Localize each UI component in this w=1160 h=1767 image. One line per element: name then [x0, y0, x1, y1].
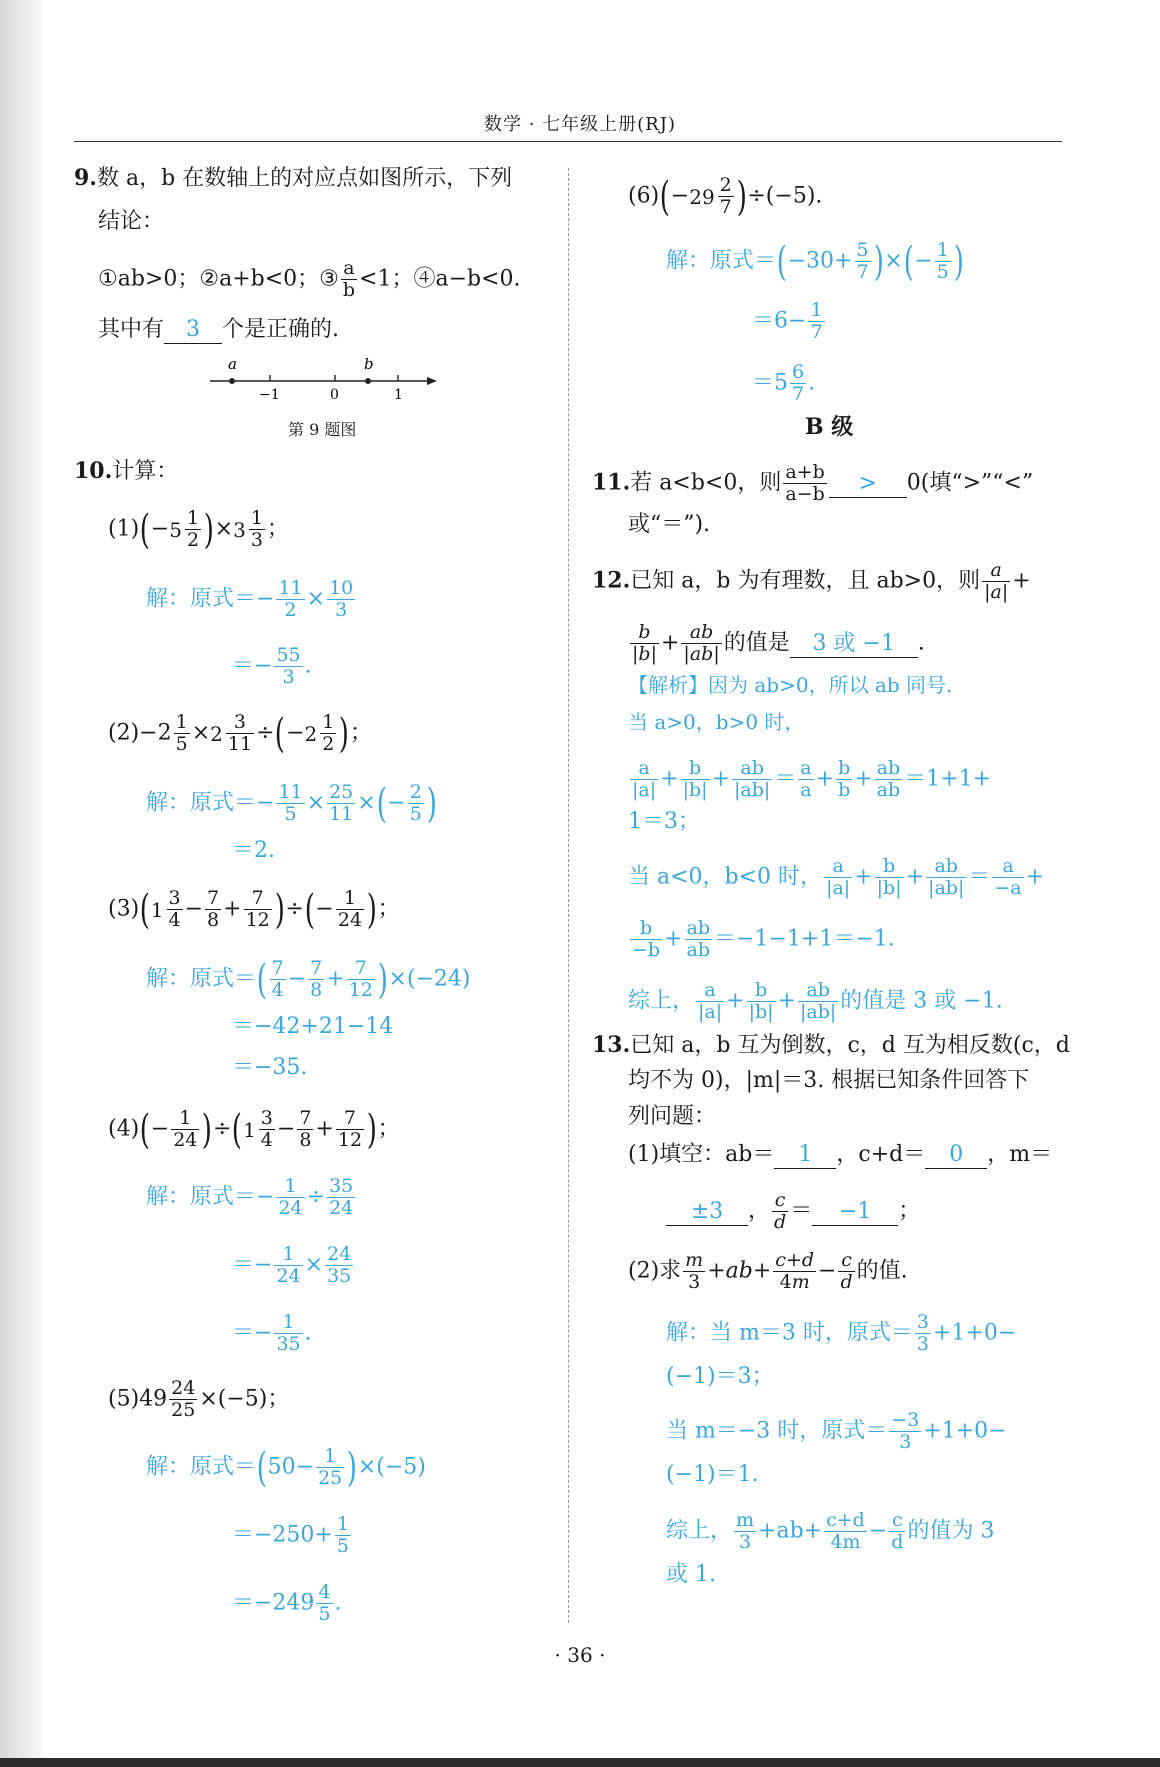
q10-6-problem: (6)(− 29 2 7 )÷(−5). [628, 173, 823, 220]
q13-solution-3: 当 m＝−3 时，原式＝ $\frac{-3}{3}$ +1+0− [666, 1409, 1007, 1453]
q9-conclusions: ①ab>0；②a+b<0；③ $\frac{a}{b}$ <1；④a−b<0. [98, 257, 521, 301]
q12-analysis-2: 当 a>0，b>0 时， [628, 710, 805, 734]
number-line-figure [205, 355, 445, 415]
q10-5-problem: (5)49 $\frac{24}{25}$ ×(−5)； [108, 1377, 290, 1421]
q10-1-problem: (1)(− 5 1 2 )× 3 1 3 ； [108, 506, 289, 553]
page-header: 数学 · 七年级上册(RJ) [484, 114, 676, 135]
figure-caption: 第 9 题图 [288, 420, 357, 439]
q12-line1: 12.已知 a，b 为有理数，且 ab>0，则 $\frac{a}{|a|}$ + [592, 559, 1031, 603]
b-level-heading: B 级 [805, 414, 854, 440]
q12-line2: $\frac{b}{|b|}$ + $\frac{ab}{|ab|}$ 的值是 3 或 −1 . [632, 621, 925, 665]
q12-analysis-1: 【解析】因为 ab>0，所以 ab 同号. [628, 673, 953, 697]
page-number: · 36 · [554, 1643, 606, 1667]
q10-2-solution-1: 解：原式＝− $\frac{11}{5}$ × $\frac{25}{11}$ ×(− $\frac{2}{5}$ ) [146, 780, 437, 827]
q11-line1: 11.若 a<b<0，则 $\frac{a+b}{a-b}$ > 0(填“>”“<” [592, 461, 1034, 505]
fraction: $\frac{a}{b}$ [342, 257, 356, 301]
q13-blank-cd: 0 [925, 1142, 987, 1169]
q12-analysis-7: 综上， $\frac{a}{|a|}$ + $\frac{b}{|b|}$ + $\frac{ab}{|ab|}$ 的值是 3 或 −1. [628, 979, 1003, 1023]
point-b [365, 378, 371, 384]
q10-3-solution-2: ＝−42+21−14 [232, 1014, 394, 1039]
column-divider [568, 168, 569, 1623]
q13-part1-line2: ±3 ， $\frac{c}{d}$ ＝ −1 ； [666, 1190, 920, 1233]
tick-neg1: −1 [259, 387, 280, 403]
q13-solution-5: 综上， $\frac{m}{3}$ +ab+ $\frac{c+d}{4m}$ − $\frac{c}{d}$ 的值为 3 [666, 1509, 995, 1553]
q10-2-problem: (2)−2 $\frac{1}{5}$ × 2 3 11 ÷(− 2 1 2 )； [108, 710, 372, 757]
q10-4-solution-2: ＝− $\frac{1}{24}$ × $\frac{24}{35}$ [232, 1243, 352, 1287]
q10-1-solution-2: ＝− $\frac{55}{3}$ . [232, 644, 312, 688]
label-b: b [364, 355, 374, 373]
header-rule [74, 141, 1062, 142]
point-a [229, 378, 235, 384]
q9-answer-blank: 3 [164, 317, 222, 344]
q13-part1-line1: (1)填空：ab＝ 1 ，c+d＝ 0 ，m＝ [628, 1142, 1053, 1167]
q9-line1: 9.数 a，b 在数轴上的对应点如图所示，下列 [74, 165, 513, 191]
q13-line1: 13.已知 a，b 互为倒数，c，d 互为相反数(c，d [592, 1032, 1070, 1058]
q13-blank-m: ±3 [666, 1199, 748, 1226]
q13-solution-4: (−1)＝1. [666, 1462, 759, 1487]
q13-solution-1: 解：当 m＝3 时，原式＝ $\frac{3}{3}$ +1+0− [666, 1311, 1017, 1355]
q13-solution-2: (−1)＝3； [666, 1364, 774, 1389]
q13-line2: 均不为 0)，|m|＝3. 根据已知条件回答下 [628, 1068, 1030, 1093]
bottom-edge [0, 1758, 1160, 1767]
q10-3-problem: (3)( 1 3 4 − $\frac{7}{8}$ + $\frac{7}{12}$ )÷(− $\frac{1}{24}$ )； [108, 886, 400, 933]
q10-title: 10.计算： [74, 458, 179, 484]
q10-2-solution-2: ＝2. [232, 838, 275, 863]
q10-4-problem: (4)(− $\frac{1}{24}$ )÷( 1 3 4 − $\frac{7}{8}$ + $\frac{7}{12}$ )； [108, 1106, 400, 1153]
q13-solution-6: 或 1. [666, 1562, 716, 1587]
q10-3-solution-3: ＝−35. [232, 1055, 308, 1080]
q12-analysis-3: $\frac{a}{|a|}$ + $\frac{b}{|b|}$ + $\frac{ab}{|ab|}$ ＝ $\frac{a}{a}$ + $\frac{b}{b}$ + $\frac{ab}{ab}$ ＝1+1+ [632, 757, 992, 801]
label-a: a [228, 355, 237, 373]
q9-line2: 结论： [98, 209, 165, 234]
q13-line3: 列问题： [628, 1104, 717, 1129]
q10-5-solution-1: 解：原式＝(50− $\frac{1}{25}$ )×(−5) [146, 1444, 426, 1491]
q10-3-solution-1: 解：原式＝( $\frac{7}{4}$ − $\frac{7}{8}$ + $\frac{7}{12}$ )×(−24) [146, 956, 471, 1003]
q11-answer-blank: > [829, 471, 907, 498]
q9-fill-line: 其中有 3 个是正确的. [98, 317, 340, 342]
q12-analysis-5: 当 a<0，b<0 时， $\frac{a}{|a|}$ + $\frac{b}{|b|}$ + $\frac{ab}{|ab|}$ ＝ $\frac{a}{-a}$ + [628, 855, 1045, 899]
q12-analysis-4: 1＝3； [628, 809, 700, 834]
q12-answer-blank: 3 或 −1 [790, 631, 918, 658]
q10-5-solution-2: ＝−250+ $\frac{1}{5}$ [232, 1513, 349, 1557]
tick-1: 1 [394, 387, 403, 403]
tick-0: 0 [330, 387, 339, 403]
q10-6-solution-1: 解：原式＝(−30+ $\frac{5}{7}$ )×(− $\frac{1}{5}$ ) [666, 238, 964, 285]
q10-1-solution-1: 解：原式＝− $\frac{11}{2}$ × $\frac{10}{3}$ [146, 577, 354, 621]
q10-4-solution-1: 解：原式＝− $\frac{1}{24}$ ÷ $\frac{35}{24}$ [146, 1175, 354, 1219]
q13-blank-cd-ratio: −1 [812, 1199, 898, 1226]
q10-5-solution-3: ＝−249 $\frac{4}{5}$ . [232, 1581, 342, 1625]
page-spine-shadow [0, 0, 44, 1767]
q13-part2: (2)求 $\frac{m}{3}$ +ab+ $\frac{c+d}{4m}$ − $\frac{c}{d}$ 的值. [628, 1249, 908, 1293]
q10-4-solution-3: ＝− $\frac{1}{35}$ . [232, 1311, 312, 1355]
q13-blank-ab: 1 [774, 1142, 836, 1169]
q11-line2: 或“＝”). [628, 512, 711, 537]
q10-6-solution-3: ＝5 $\frac{6}{7}$ . [752, 361, 816, 405]
q12-analysis-6: $\frac{b}{-b}$ + $\frac{ab}{ab}$ ＝−1−1+1＝−1. [632, 917, 895, 961]
q10-6-solution-2: ＝6− $\frac{1}{7}$ [752, 299, 823, 343]
